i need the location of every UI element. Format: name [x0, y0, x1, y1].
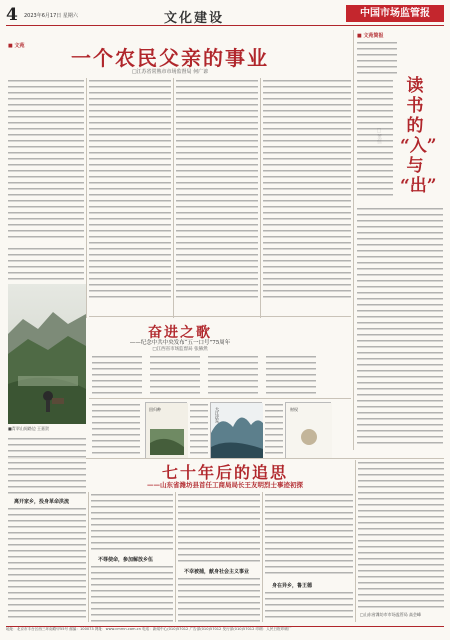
section-title: 文化建设 [164, 11, 225, 26]
book-review-text-3 [265, 402, 283, 458]
article2-col4 [265, 492, 353, 578]
poem-subtitle: ——纪念中共中央发布“五一口号”75周年 [129, 340, 231, 346]
book-review-text-1 [92, 402, 140, 458]
article2-col2-top [91, 492, 173, 552]
article2-col3-top [178, 492, 260, 564]
reading-headline: 读 书 的 “入” 与 “出” [400, 76, 437, 196]
reading-col-body [357, 206, 443, 446]
article2-byline: □山东省潍坊市市场监管局 高会峰 [360, 612, 422, 617]
poem-stanza-2 [150, 354, 200, 394]
poem-title: 奋进之歌 [148, 325, 212, 341]
article2-col1-top [8, 436, 86, 496]
page-header [6, 4, 444, 26]
article1-byline: □江苏省常熟市市场监督局 何广谚 [131, 69, 209, 75]
article1-col2 [89, 78, 171, 298]
article2-sec4: 身在异乡，鲁王德 [272, 583, 313, 589]
article2-subtitle: ——山东省潍坊县首任工商局局长王友明烈士事迹初探 [147, 481, 303, 489]
paper-logo: 中国市场监管报 [346, 5, 444, 22]
poem-stanza-1 [92, 354, 142, 394]
reading-tag: ■ 文苑简报 [357, 33, 384, 39]
article1-col4 [263, 78, 351, 298]
poem-stanza-3 [208, 354, 258, 394]
book-cover-3 [285, 402, 331, 458]
article2-col2 [91, 564, 173, 622]
reading-intro [357, 40, 397, 74]
article2-sec1: 离开家乡，投身革命洪流 [14, 499, 70, 505]
page-footer: 地址：北京市丰台区西三环南路甲55号 邮编：100073 网址：www.cmrnn.com.cn 电话：新闻中心(010)57012 广告部(010)57012 发行部(010)57012 印刷：人民日报印刷厂 [6, 626, 444, 638]
article2-col5 [358, 460, 444, 610]
book-cover-1 [145, 402, 187, 458]
article2-col1 [8, 506, 86, 622]
article2-sec2: 不辱使命，参加解放乡伍 [98, 557, 154, 563]
book1-title: 回归种 [149, 407, 161, 412]
article1-tag: ■ 文苑 [8, 43, 25, 49]
book-review-text-2 [190, 402, 208, 458]
page-number: 4 [6, 5, 18, 25]
issue-date: 2023年6月17日 星期六 [24, 13, 78, 19]
poem-stanza-4 [266, 354, 316, 394]
book2-title: 大江泛东 [215, 407, 220, 423]
poem-byline: □江西省市场监督局 张赫然 [152, 347, 208, 352]
article2-col4-bottom [265, 590, 353, 622]
article1-col3 [176, 78, 258, 298]
reading-col-top [357, 78, 393, 198]
photo-caption: ■青翠山间路边 王嘉贺 [8, 426, 50, 431]
rural-landscape-photo [8, 284, 86, 424]
article1-headline: 一个农民父亲的事业 [71, 46, 269, 70]
article2-sec3: 不幸被捕，献身社会主义事业 [184, 569, 250, 575]
article2-headline: 七十年后的追思 [161, 463, 288, 482]
article2-col3 [178, 576, 260, 622]
article1-sidebar-list [8, 246, 84, 280]
book-cover-2 [210, 402, 262, 458]
article1-col1 [8, 78, 84, 242]
book3-title: 财权 [290, 407, 298, 412]
